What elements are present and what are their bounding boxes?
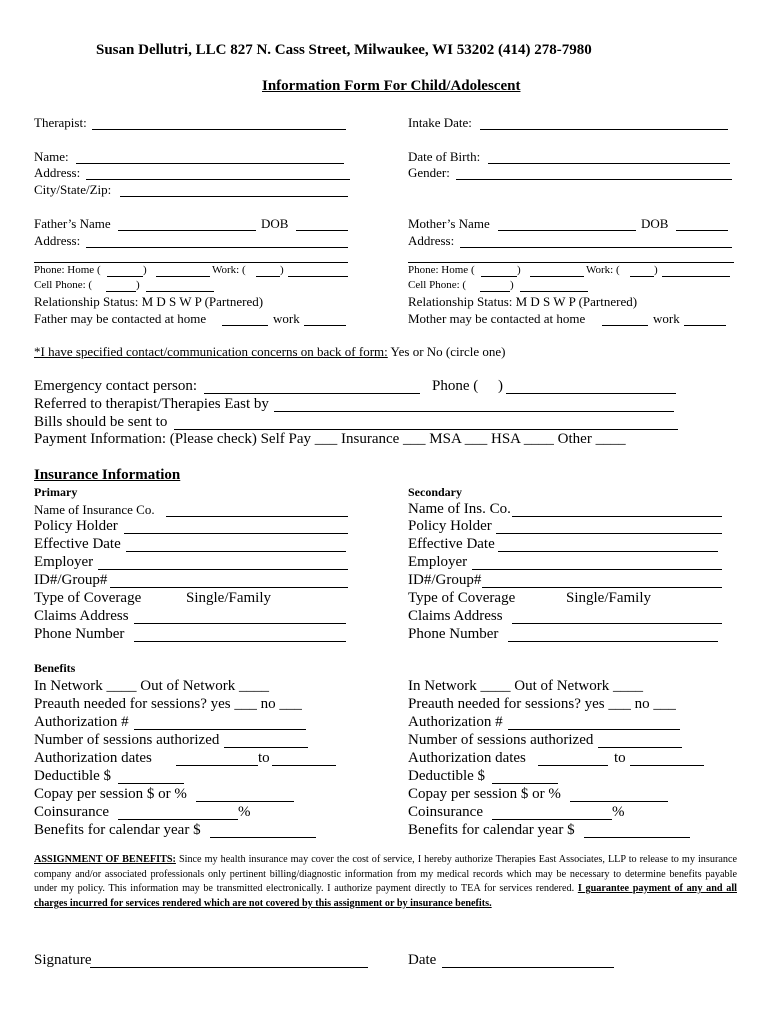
benefits-heading: Benefits: [34, 661, 76, 675]
father-dob-label: DOB: [261, 216, 289, 231]
primary-policy-holder-label: Policy Holder: [34, 518, 118, 534]
assignment-label: ASSIGNMENT OF BENEFITS:: [34, 854, 176, 865]
primary-employer-label: Employer: [34, 554, 94, 570]
primary-copay-label: Copay per session $ or %: [34, 786, 187, 802]
father-dob-field[interactable]: [296, 230, 348, 231]
insurance-heading: Insurance Information: [34, 467, 181, 483]
primary-ins-co-field[interactable]: [166, 516, 348, 517]
father-contact-home-field[interactable]: [222, 325, 268, 326]
father-phone-home-label: Phone: Home (: [34, 264, 101, 276]
primary-coverage-label: Type of Coverage: [34, 590, 142, 606]
primary-effective-date-field[interactable]: [126, 551, 346, 552]
secondary-coverage-label: Type of Coverage: [408, 590, 516, 606]
secondary-id-field[interactable]: [482, 587, 722, 588]
father-name-label: Father’s Name: [34, 216, 111, 231]
primary-auth-dates-from[interactable]: [176, 765, 258, 766]
mother-cell-label: Cell Phone: (: [408, 279, 467, 291]
payment-info[interactable]: Payment Information: (Please check) Self Pay ___ Insurance ___ MSA ___ HSA ____ Other ____: [34, 431, 626, 447]
primary-heading: Primary: [34, 485, 78, 499]
assignment-guarantee: I guarantee payment of any and all charges incurred for services rendered which are not covered by this assignment or by insurance benefits.: [34, 883, 737, 909]
primary-coinsurance-field[interactable]: [118, 819, 238, 820]
emergency-field[interactable]: [204, 393, 420, 394]
primary-coinsurance-percent: %: [238, 804, 251, 820]
assignment-of-benefits: [34, 853, 737, 911]
referred-field[interactable]: [274, 411, 674, 412]
gender-label: Gender:: [408, 165, 450, 180]
mother-phone-paren: ): [517, 264, 521, 276]
address-field[interactable]: [86, 179, 350, 180]
contact-concern-line: [34, 344, 505, 360]
secondary-auth-num-field[interactable]: [508, 729, 680, 730]
mother-contact-home-field[interactable]: [602, 325, 648, 326]
city-field[interactable]: [120, 196, 348, 197]
primary-sessions-label: Number of sessions authorized: [34, 732, 220, 748]
secondary-coverage-options[interactable]: Single/Family: [566, 590, 652, 606]
primary-id-field[interactable]: [110, 587, 348, 588]
mother-contact-work-label: work: [653, 311, 680, 326]
secondary-heading: Secondary: [408, 485, 462, 499]
mother-dob-label: DOB: [641, 216, 669, 231]
secondary-calendar-label: Benefits for calendar year $: [408, 822, 575, 838]
secondary-network[interactable]: In Network ____ Out of Network ____: [408, 678, 643, 694]
secondary-phone-label: Phone Number: [408, 626, 499, 642]
mother-work-paren: ): [654, 264, 658, 276]
father-address-line2[interactable]: [34, 262, 348, 263]
contact-concern-label: *I have specified contact/communication concerns on back of form:: [34, 344, 388, 359]
father-name-field[interactable]: [118, 230, 256, 231]
primary-effective-date-label: Effective Date: [34, 536, 121, 552]
father-phone-home-field[interactable]: [156, 276, 210, 277]
mother-cell-area[interactable]: [480, 291, 510, 292]
secondary-id-label: ID#/Group#: [408, 572, 482, 588]
secondary-effective-date-field[interactable]: [498, 551, 718, 552]
father-address-field[interactable]: [86, 247, 348, 248]
secondary-sessions-field[interactable]: [598, 747, 682, 748]
primary-phone-field[interactable]: [134, 641, 346, 642]
intake-date-label: Intake Date:: [408, 115, 472, 130]
primary-ins-co-label: Name of Insurance Co.: [34, 502, 155, 517]
primary-claims-field[interactable]: [134, 623, 346, 624]
emergency-phone-field[interactable]: [506, 393, 676, 394]
emergency-phone-label: Phone (: [432, 378, 479, 394]
bills-label: Bills should be sent to: [34, 414, 168, 430]
secondary-auth-dates-from[interactable]: [538, 765, 608, 766]
primary-auth-num-label: Authorization #: [34, 714, 129, 730]
secondary-phone-field[interactable]: [508, 641, 718, 642]
mother-cell-paren: ): [510, 279, 514, 291]
mother-contact-work-field[interactable]: [684, 325, 726, 326]
secondary-deductible-label: Deductible $: [408, 768, 486, 784]
bills-field[interactable]: [174, 429, 678, 430]
secondary-calendar-field[interactable]: [584, 837, 690, 838]
primary-network[interactable]: In Network ____ Out of Network ____: [34, 678, 269, 694]
form-title: Information Form For Child/Adolescent: [262, 78, 521, 94]
secondary-claims-label: Claims Address: [408, 608, 503, 624]
secondary-auth-dates-to: to: [614, 750, 626, 766]
mother-phone-home-label: Phone: Home (: [408, 264, 475, 276]
primary-coverage-options[interactable]: Single/Family: [186, 590, 272, 606]
father-contact-work-label: work: [273, 311, 300, 326]
secondary-employer-label: Employer: [408, 554, 468, 570]
therapist-field[interactable]: [92, 129, 346, 130]
city-label: City/State/Zip:: [34, 182, 112, 197]
father-phone-paren: ): [143, 264, 147, 276]
primary-calendar-field[interactable]: [210, 837, 316, 838]
primary-preauth[interactable]: Preauth needed for sessions? yes ___ no ___: [34, 696, 302, 712]
address-label: Address:: [34, 165, 81, 180]
emergency-label: Emergency contact person:: [34, 378, 197, 394]
mother-work-area[interactable]: [630, 276, 654, 277]
name-label: Name:: [34, 149, 69, 164]
primary-employer-field[interactable]: [98, 569, 348, 570]
primary-calendar-label: Benefits for calendar year $: [34, 822, 201, 838]
primary-auth-dates-to-field[interactable]: [272, 765, 336, 766]
secondary-auth-dates-label: Authorization dates: [408, 750, 526, 766]
father-relationship: Relationship Status: M D S W P (Partnered): [34, 294, 264, 309]
secondary-coinsurance-field[interactable]: [492, 819, 612, 820]
primary-id-label: ID#/Group#: [34, 572, 108, 588]
father-cell-label: Cell Phone: (: [34, 279, 93, 291]
father-work-paren: ): [280, 264, 284, 276]
therapist-label: Therapist:: [34, 115, 87, 130]
primary-sessions-field[interactable]: [224, 747, 308, 748]
father-phone-area[interactable]: [107, 276, 143, 277]
secondary-ins-co-field[interactable]: [512, 516, 722, 517]
company-header: Susan Dellutri, LLC 827 N. Cass Street, Milwaukee, WI 53202 (414) 278-7980: [96, 42, 592, 58]
intake-date-field[interactable]: [480, 129, 728, 130]
father-cell-paren: ): [136, 279, 140, 291]
primary-auth-dates-label: Authorization dates: [34, 750, 152, 766]
secondary-coinsurance-percent: %: [612, 804, 625, 820]
gender-field[interactable]: [456, 179, 732, 180]
father-work-label: Work: (: [212, 264, 246, 276]
date-field[interactable]: [442, 967, 614, 968]
father-cell-area[interactable]: [106, 291, 136, 292]
mother-address-field[interactable]: [460, 247, 732, 248]
emergency-phone-paren: ): [498, 378, 503, 394]
primary-claims-label: Claims Address: [34, 608, 129, 624]
secondary-effective-date-label: Effective Date: [408, 536, 495, 552]
father-work-field[interactable]: [288, 276, 348, 277]
father-contact-work-field[interactable]: [304, 325, 346, 326]
secondary-policy-holder-label: Policy Holder: [408, 518, 492, 534]
secondary-auth-dates-to-field[interactable]: [630, 765, 704, 766]
mother-phone-area[interactable]: [481, 276, 517, 277]
mother-dob-field[interactable]: [676, 230, 728, 231]
dob-label: Date of Birth:: [408, 149, 481, 164]
secondary-policy-holder-field[interactable]: [496, 533, 722, 534]
father-contact-label: Father may be contacted at home: [34, 311, 207, 326]
primary-auth-num-field[interactable]: [134, 729, 306, 730]
father-work-area[interactable]: [256, 276, 280, 277]
mother-work-label: Work: (: [586, 264, 620, 276]
signature-label: Signature: [34, 952, 92, 968]
mother-name-label: Mother’s Name: [408, 216, 490, 231]
secondary-claims-field[interactable]: [512, 623, 722, 624]
primary-phone-label: Phone Number: [34, 626, 125, 642]
secondary-copay-label: Copay per session $ or %: [408, 786, 561, 802]
father-cell-field[interactable]: [146, 291, 214, 292]
signature-field[interactable]: [90, 967, 368, 968]
referred-label: Referred to therapist/Therapies East by: [34, 396, 269, 412]
primary-copay-field[interactable]: [196, 801, 294, 802]
mother-address-line2[interactable]: [408, 262, 734, 263]
name-field[interactable]: [76, 163, 344, 164]
secondary-employer-field[interactable]: [472, 569, 722, 570]
secondary-auth-num-label: Authorization #: [408, 714, 503, 730]
mother-cell-field[interactable]: [520, 291, 588, 292]
secondary-coinsurance-label: Coinsurance: [408, 804, 483, 820]
mother-name-field[interactable]: [498, 230, 636, 231]
contact-concern-options[interactable]: Yes or No (circle one): [390, 344, 506, 359]
secondary-ins-co-label: Name of Ins. Co.: [408, 501, 511, 517]
mother-work-field[interactable]: [662, 276, 730, 277]
primary-auth-dates-to: to: [258, 750, 270, 766]
primary-deductible-field[interactable]: [118, 783, 184, 784]
mother-address-label: Address:: [408, 233, 455, 248]
mother-contact-label: Mother may be contacted at home: [408, 311, 586, 326]
secondary-sessions-label: Number of sessions authorized: [408, 732, 594, 748]
secondary-deductible-field[interactable]: [492, 783, 558, 784]
father-address-label: Address:: [34, 233, 81, 248]
mother-phone-home-field[interactable]: [530, 276, 584, 277]
primary-coinsurance-label: Coinsurance: [34, 804, 109, 820]
dob-field[interactable]: [488, 163, 730, 164]
secondary-preauth[interactable]: Preauth needed for sessions? yes ___ no ___: [408, 696, 676, 712]
assignment-text: Since my health insurance may cover the cost of service, I hereby authorize Therapies East Associates, LLP to release to my insurance company and/or associated professionals only pertinent billing/diagnostic information from my medical records which may be necessary to determine benefits payable under my policy. This information may be transmitted electronically. I authorize payment directly to TEA for services rendered.: [34, 854, 737, 894]
date-label: Date: [408, 952, 437, 968]
mother-relationship: Relationship Status: M D S W P (Partnered): [408, 294, 638, 309]
primary-policy-holder-field[interactable]: [124, 533, 348, 534]
primary-deductible-label: Deductible $: [34, 768, 112, 784]
secondary-copay-field[interactable]: [570, 801, 668, 802]
